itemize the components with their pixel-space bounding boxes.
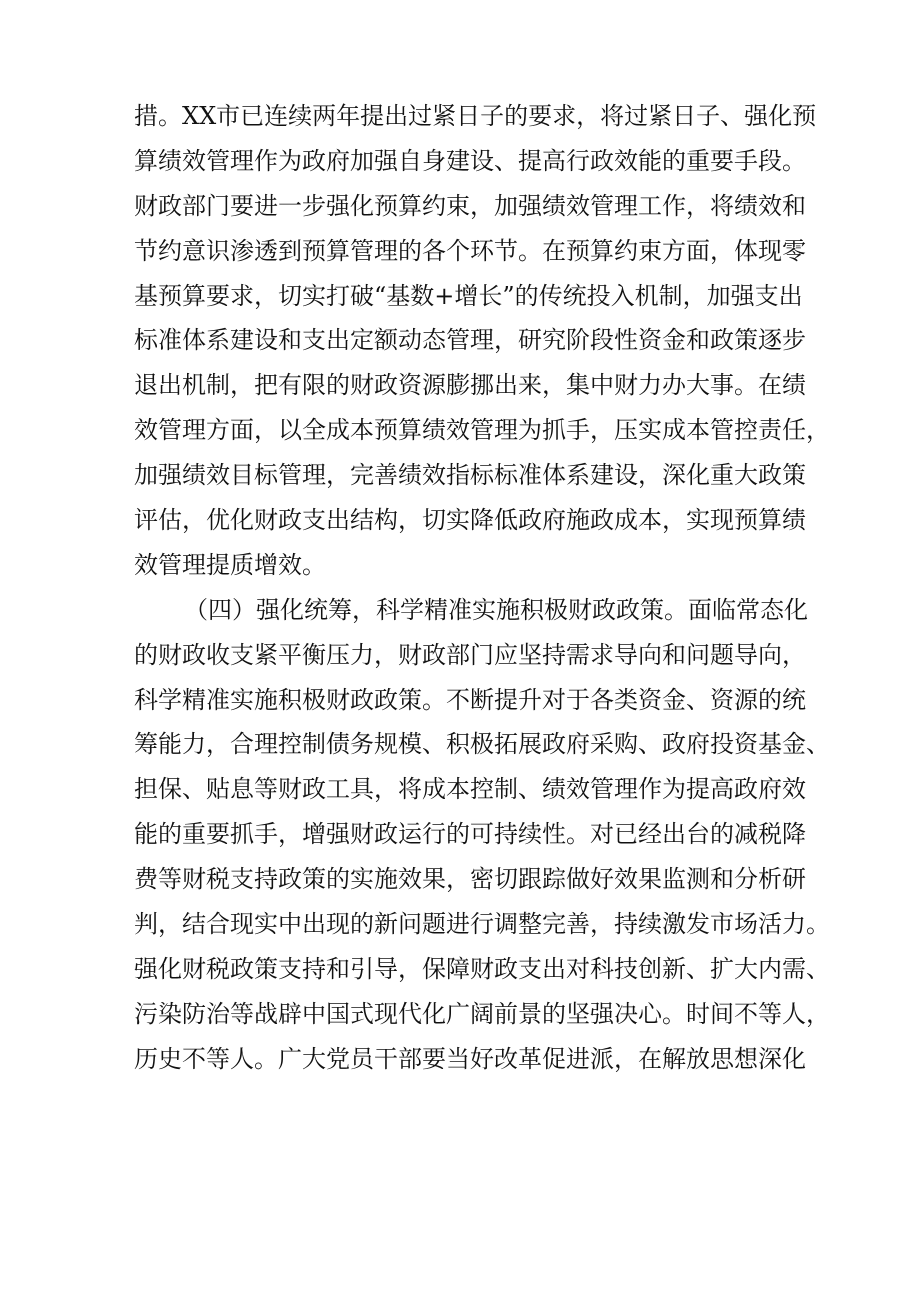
text-line: 强化财税政策支持和引导，保障财政支出对科技创新、扩大内需、 [134, 954, 830, 983]
text-line: 措。XX市已连续两年提出过紧日子的要求，将过紧日子、强化预 [134, 102, 817, 130]
text-line: 筹能力，合理控制债务规模、积极拓展政府采购、政府投资基金、 [134, 730, 830, 759]
text-line: 算绩效管理作为政府加强自身建设、提高行政效能的重要手段。 [134, 146, 806, 175]
text-line: 标准体系建设和支出定额动态管理，研究阶段性资金和政策逐步 [134, 326, 806, 355]
text-line: 判，结合现实中出现的新问题进行调整完善，持续激发市场活力。 [134, 910, 830, 939]
section-heading-line: （四）强化统筹，科学精准实施积极财政政策。面临常态化 [184, 595, 808, 624]
text-line: 效管理方面，以全成本预算绩效管理为抓手，压实成本管控责任， [134, 416, 830, 445]
text-line: 污染防治等战辟中国式现代化广阔前景的坚强决心。时间不等人， [134, 999, 830, 1028]
text-line: 费等财税支持政策的实施效果，密切跟踪做好效果监测和分析研 [134, 865, 806, 894]
text-line: 节约意识渗透到预算管理的各个环节。在预算约束方面，体现零 [134, 236, 806, 265]
text-line: 基预算要求，切实打破“基数+增长”的传统投入机制，加强支出 [134, 281, 803, 310]
text-line: 退出机制，把有限的财政资源膨挪出来，集中财力办大事。在绩 [134, 371, 806, 400]
body-text [134, 94, 830, 1082]
text-line: 历史不等人。广大党员干部要当好改革促进派，在解放思想深化 [134, 1044, 806, 1073]
text-line: 的财政收支紧平衡压力，财政部门应坚持需求导向和问题导向， [134, 640, 806, 669]
text-line: 效管理提质增效。 [134, 550, 326, 579]
text-line: 加强绩效目标管理，完善绩效指标标准体系建设，深化重大政策 [134, 461, 806, 490]
text-line: 评估，优化财政支出结构，切实降低政府施政成本，实现预算绩 [134, 506, 806, 535]
text-line: 能的重要抓手，增强财政运行的可持续性。对已经出台的减税降 [134, 820, 806, 849]
text-line: 科学精准实施积极财政政策。不断提升对于各类资金、资源的统 [134, 685, 806, 714]
text-line: 担保、贴息等财政工具，将成本控制、绩效管理作为提高政府效 [134, 775, 806, 804]
text-line: 财政部门要进一步强化预算约束，加强绩效管理工作，将绩效和 [134, 191, 806, 220]
